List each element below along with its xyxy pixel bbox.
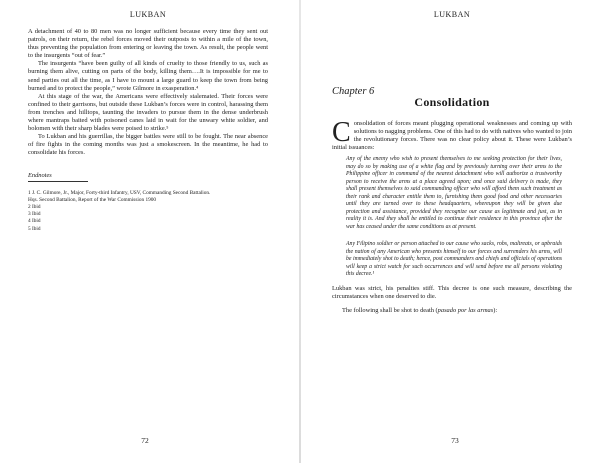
- right-page: [310, 0, 600, 463]
- left-paragraph-3: At this stage of the war, the Americans were effectively stalemated. Their forces were confined to their garrisons, but outside these Lukban’s forces were in control, harassing them from trenches and hilltops, taunting the invaders to pursue them in the dense underbrush where mantraps baited with poisoned canes laid in wait for the unwary white soldier, and bolomen with their sharp blades were poised to strike.⁵: [28, 92, 268, 133]
- block-quote-1: Any of the enemy who wish to present themselves to me seeking protection for their lives, may do so by making use of a white flag and by previously turning over their arms to the Philippine officer in command of the nearest detachment who will authorize a trustworthy person to receive the arms at a place agreed upon; and once said delivery is made, they shall present themselves to said commanding officer who will afford them such treatment as their rank and character entitle them to, furnishing them good food and other necessaries until they are turned over to these headquarters, whereupon they will be given due protection and assistance, provided they recognize our cause as legitimate and just, as in reality it is. And they shall be entitled to continue their residence in this province after the war has ceased under the same conditions as at present.: [346, 156, 562, 230]
- endnote-2: 2 Ibid: [28, 203, 41, 210]
- left-paragraph-4: To Lukban and his guerrillas, the bigger battles were still to be fought. The near absence of fire fights in the coming months was just a smokescreen. In the meantime, he had to consolidate his forces.: [28, 133, 268, 157]
- chapter-opening-paragraph: [332, 117, 572, 152]
- para3-suffix: ):: [493, 307, 498, 315]
- endnote-1-cont: Hqs. Second Battalion, Report of the War Commission 1900: [28, 196, 157, 203]
- endnotes-rule: [28, 181, 88, 182]
- endnote-3: 3 Ibid: [28, 211, 41, 218]
- page-number-left: 72: [141, 436, 149, 445]
- endnote-4: 4 Ibid: [28, 218, 41, 225]
- endnotes-title: Endnotes: [28, 171, 52, 179]
- opening-text: onsolidation of forces meant plugging operational weaknesses and coming up with solutions to nagging problems. One of this had to do with natives who wanted to join the revolutionary forces. There was no clear policy about it. These were Lukban’s initial issuances:: [332, 120, 572, 152]
- page-number-right: 73: [451, 436, 459, 445]
- left-paragraph-2-quote: [28, 60, 268, 92]
- para3-prefix: The following shall be shot to death (: [342, 307, 438, 315]
- running-head-right: LUKBAN: [433, 10, 471, 19]
- right-paragraph-2: Lukban was strict, his penalties stiff. This decree is one such measure, describing the circumstances when one deserved to die.: [332, 284, 572, 300]
- para3-italic: pasado por las armas: [437, 307, 494, 315]
- left-paragraph-1: A detachment of 40 to 80 men was no longer sufficient because every time they sent out patrols, on their return, the rebel forces moved their outposts to within a mile of the town, thus preventing the population from entering or leaving the town. As result, the people went to the insurgents “out of fear.”: [28, 28, 268, 60]
- endnote-5: 5 Ibid: [28, 225, 41, 232]
- endnote-1: 1 J. C. Gilmore, Jr., Major, Forty-third Infantry, USV, Commanding Second Battalion.: [28, 189, 211, 196]
- block-quote-2: Any Filipino soldier or person attached to our cause who sacks, robs, maltreats, or upbraids the nation of any American who presents himself to our forces and surrenders his arms, will be immediately shot to death; hence, post commanders and chiefs and officials of operations will keep a strict watch for such occurrences and will send before me all persons violating this decree.¹: [346, 241, 562, 278]
- chapter-title: Consolidation: [414, 95, 490, 109]
- gutter: [299, 0, 301, 463]
- drop-cap: C: [332, 117, 351, 148]
- chapter-label: Chapter 6: [332, 86, 375, 97]
- left-page: [0, 0, 290, 463]
- running-head-left: LUKBAN: [129, 10, 167, 19]
- left-paragraph-2-text: The insurgents “have been guilty of all kinds of cruelty to those friendly to us, such as burning them alive, cutting on parts of the body, killing them….It is impossible for me to send parties out all the time, as I have to mount a large guard to keep the town from being burned and to protect the people,” wrote Gilmore in exasperation.⁴: [28, 60, 268, 92]
- right-paragraph-3: [332, 307, 572, 315]
